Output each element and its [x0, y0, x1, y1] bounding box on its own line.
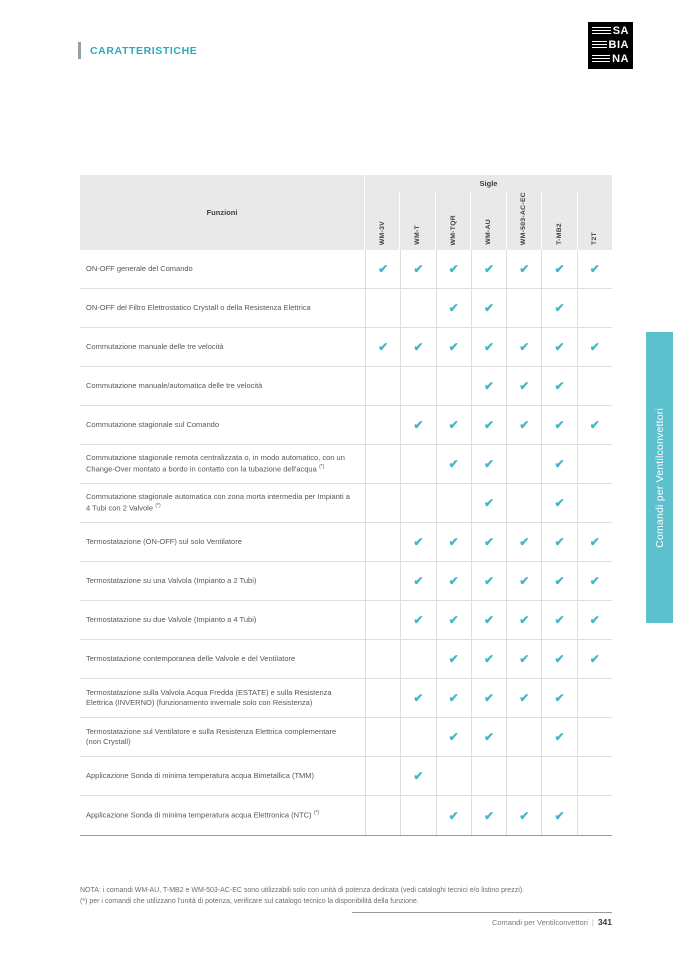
function-label: Applicazione Sonda di minima temperatura acqua Bimetallica (TMM)	[86, 770, 315, 780]
footer-rule	[352, 912, 612, 913]
title-accent-bar	[78, 42, 81, 59]
check-cell	[436, 562, 471, 600]
check-cell	[436, 601, 471, 639]
check-icon: ✔	[483, 496, 495, 510]
check-cell	[506, 484, 541, 522]
check-cell	[365, 679, 400, 717]
check-cell	[506, 250, 541, 288]
check-cell	[577, 679, 612, 717]
check-icon: ✔	[519, 613, 530, 627]
check-cell	[436, 757, 471, 795]
check-cell	[365, 796, 400, 835]
check-cell	[436, 718, 471, 756]
check-icon: ✔	[554, 340, 565, 354]
function-label: Termostatazione su due Valvole (Impianto a 4 Tubi)	[86, 614, 257, 624]
function-cell	[80, 367, 365, 405]
check-icon: ✔	[554, 262, 565, 276]
check-cell	[506, 523, 541, 561]
check-icon: ✔	[554, 652, 565, 666]
table-row	[80, 601, 612, 640]
function-label: ON-OFF del Filtro Elettrostatico Crystall o della Resistenza Elettrica	[86, 302, 311, 312]
note-line-2: (*) per i comandi che utilizzano l'unità di potenza, verificare sul catalogo tecnico la disponibilità della funzione.	[80, 897, 419, 905]
check-cell	[541, 757, 576, 795]
check-cell	[506, 562, 541, 600]
function-cell	[80, 718, 365, 756]
check-icon: ✔	[554, 418, 565, 432]
check-cell	[541, 484, 576, 522]
column-header-wm-3v	[365, 192, 399, 250]
check-icon: ✔	[554, 379, 565, 393]
check-cell	[365, 484, 400, 522]
check-icon: ✔	[483, 301, 495, 315]
check-cell	[506, 445, 541, 483]
footer-page-number: 341	[597, 917, 612, 927]
column-header-label: T-MB2	[555, 223, 563, 245]
sigle-area	[365, 175, 612, 250]
column-header-label: WM-AU	[484, 219, 492, 245]
check-cell	[365, 757, 400, 795]
sigle-header: Sigle	[365, 175, 612, 192]
function-cell	[80, 757, 365, 795]
table-row	[80, 562, 612, 601]
check-cell	[577, 250, 612, 288]
check-cell	[577, 289, 612, 327]
check-icon: ✔	[589, 574, 600, 588]
check-icon: ✔	[589, 340, 600, 354]
notes	[80, 886, 612, 908]
check-icon: ✔	[554, 808, 565, 823]
check-cell	[577, 601, 612, 639]
check-icon: ✔	[483, 262, 495, 276]
table-row	[80, 718, 612, 757]
check-cell	[506, 328, 541, 366]
function-cell	[80, 796, 365, 835]
check-cell	[400, 250, 435, 288]
function-label: Termostatazione sulla Valvola Acqua Fredda (ESTATE) e sulla Resistenza Elettrica (INVERNO) (funzionamento invernale solo con Resistenza)	[86, 687, 332, 707]
note-line-1: NOTA: i comandi WM-AU, T-MB2 e WM-503-AC-EC sono utilizzabili solo con unità di potenza dedicata (vedi cataloghi tecnici e/o listino prezzi).	[80, 887, 525, 894]
check-cell	[471, 601, 506, 639]
column-header-label: WM-3V	[378, 220, 386, 245]
check-icon: ✔	[519, 262, 530, 276]
function-cell	[80, 289, 365, 327]
check-cell	[365, 601, 400, 639]
logo-text: BIA	[608, 39, 629, 51]
check-cell	[471, 640, 506, 678]
check-cell	[436, 367, 471, 405]
check-icon: ✔	[413, 535, 424, 549]
table-row	[80, 328, 612, 367]
check-cell	[436, 484, 471, 522]
check-icon: ✔	[519, 691, 530, 705]
check-cell	[506, 796, 541, 835]
check-cell	[436, 250, 471, 288]
check-cell	[541, 406, 576, 444]
check-icon: ✔	[413, 613, 424, 627]
check-cell	[471, 757, 506, 795]
check-cell	[577, 562, 612, 600]
check-cell	[541, 367, 576, 405]
check-cell	[541, 250, 576, 288]
footnote-marker: (*)	[154, 502, 161, 509]
function-label: Termostatazione contemporanea delle Valvole e del Ventilatore	[86, 653, 296, 663]
check-cell	[471, 484, 506, 522]
logo-stripes	[592, 41, 607, 50]
check-cell	[436, 406, 471, 444]
check-icon: ✔	[554, 535, 565, 549]
check-cell	[506, 757, 541, 795]
check-cell	[506, 367, 541, 405]
check-cell	[400, 796, 435, 835]
check-cell	[541, 523, 576, 561]
check-cell	[400, 406, 435, 444]
check-cell	[436, 796, 471, 835]
check-cell	[365, 562, 400, 600]
table-row	[80, 796, 612, 835]
check-cell	[400, 757, 435, 795]
function-label: Commutazione stagionale sul Comando	[86, 419, 219, 429]
check-cell	[541, 328, 576, 366]
logo-line	[592, 54, 629, 65]
function-label: Termostatazione (ON-OFF) sul solo Ventilatore	[86, 536, 242, 546]
check-cell	[436, 328, 471, 366]
check-icon: ✔	[519, 574, 530, 588]
check-icon: ✔	[413, 769, 424, 783]
check-icon: ✔	[589, 613, 600, 627]
check-cell	[400, 367, 435, 405]
column-header-label: WM-TQR	[449, 214, 457, 245]
check-icon: ✔	[554, 457, 565, 471]
check-cell	[436, 289, 471, 327]
check-cell	[541, 796, 576, 835]
column-header-t2t	[577, 192, 612, 250]
check-cell	[541, 718, 576, 756]
check-cell	[471, 562, 506, 600]
check-cell	[577, 406, 612, 444]
check-cell	[400, 289, 435, 327]
check-cell	[506, 640, 541, 678]
check-icon: ✔	[589, 262, 600, 276]
check-cell	[541, 679, 576, 717]
check-icon: ✔	[448, 652, 459, 666]
function-cell	[80, 250, 365, 288]
table-header	[80, 175, 612, 250]
check-icon: ✔	[378, 262, 389, 276]
check-icon: ✔	[519, 652, 530, 666]
column-headers	[365, 192, 612, 250]
check-icon: ✔	[554, 301, 565, 315]
check-icon: ✔	[519, 535, 530, 549]
check-cell	[541, 562, 576, 600]
check-icon: ✔	[483, 457, 495, 471]
check-icon: ✔	[589, 418, 600, 432]
check-icon: ✔	[413, 418, 424, 432]
footer-section: Comandi per Ventilconvettori	[491, 918, 588, 927]
check-cell	[400, 484, 435, 522]
check-icon: ✔	[483, 418, 495, 432]
table-row	[80, 640, 612, 679]
logo-stripes	[592, 55, 610, 64]
check-cell	[506, 406, 541, 444]
column-header-wm-tqr	[435, 192, 470, 250]
logo-stripes	[592, 27, 611, 36]
footnote-marker: (*)	[317, 463, 325, 470]
check-icon: ✔	[413, 574, 424, 588]
check-cell	[365, 250, 400, 288]
function-label: Commutazione manuale/automatica delle tre velocità	[86, 380, 263, 390]
column-header-label: WM-T	[414, 225, 422, 245]
check-cell	[365, 640, 400, 678]
check-cell	[471, 523, 506, 561]
check-cell	[400, 679, 435, 717]
check-icon: ✔	[448, 730, 459, 744]
check-cell	[365, 523, 400, 561]
check-icon: ✔	[483, 730, 495, 744]
features-table	[80, 175, 612, 836]
side-tab-label: Comandi per Ventilconvettori	[653, 407, 666, 548]
footer-separator: |	[591, 918, 594, 927]
table-row	[80, 289, 612, 328]
table-row	[80, 250, 612, 289]
function-label: Commutazione stagionale remota centralizzata o, in modo automatico, con un Change-Over montato a bordo in contatto con la tubazione dell'acqua (*)	[86, 453, 345, 474]
table-row	[80, 445, 612, 484]
check-cell	[365, 289, 400, 327]
function-cell	[80, 406, 365, 444]
check-cell	[506, 601, 541, 639]
logo-line	[592, 26, 629, 37]
check-cell	[471, 796, 506, 835]
check-icon: ✔	[589, 652, 600, 666]
check-cell	[577, 718, 612, 756]
check-cell	[541, 601, 576, 639]
check-icon: ✔	[413, 691, 424, 705]
check-cell	[471, 679, 506, 717]
table-row	[80, 367, 612, 406]
table-row	[80, 757, 612, 796]
check-icon: ✔	[378, 340, 389, 354]
column-header-t-mb2	[541, 192, 576, 250]
check-icon: ✔	[448, 613, 459, 627]
function-label: Termostatazione sul Ventilatore e sulla Resistenza Elettrica complementare (non Crystall)	[86, 726, 337, 746]
check-cell	[577, 367, 612, 405]
check-icon: ✔	[483, 652, 495, 666]
check-icon: ✔	[589, 535, 600, 549]
function-cell	[80, 523, 365, 561]
side-tab-comandi[interactable]	[646, 332, 673, 623]
function-cell	[80, 640, 365, 678]
check-cell	[471, 718, 506, 756]
check-icon: ✔	[554, 574, 565, 588]
page-title: CARATTERISTICHE	[90, 44, 198, 57]
check-cell	[541, 640, 576, 678]
check-cell	[471, 328, 506, 366]
check-cell	[400, 601, 435, 639]
check-cell	[577, 484, 612, 522]
section-header	[78, 42, 197, 59]
check-icon: ✔	[483, 808, 495, 823]
function-cell	[80, 562, 365, 600]
column-header-wm-au	[470, 192, 505, 250]
check-cell	[436, 679, 471, 717]
check-cell	[365, 718, 400, 756]
check-cell	[506, 718, 541, 756]
table-row	[80, 679, 612, 718]
check-cell	[400, 523, 435, 561]
check-icon: ✔	[519, 808, 530, 823]
column-header-wm-t	[399, 192, 434, 250]
check-cell	[577, 796, 612, 835]
check-icon: ✔	[448, 691, 459, 705]
check-icon: ✔	[483, 379, 495, 393]
check-icon: ✔	[448, 418, 459, 432]
check-icon: ✔	[554, 496, 565, 510]
check-cell	[436, 523, 471, 561]
check-icon: ✔	[554, 730, 565, 744]
check-icon: ✔	[483, 340, 495, 354]
function-label: Applicazione Sonda di minima temperatura acqua Elettronica (NTC) (*)	[86, 810, 320, 820]
function-cell	[80, 601, 365, 639]
check-icon: ✔	[483, 574, 495, 588]
check-cell	[436, 445, 471, 483]
check-cell	[577, 523, 612, 561]
check-cell	[541, 289, 576, 327]
check-cell	[400, 640, 435, 678]
function-label: Termostatazione su una Valvola (Impianto a 2 Tubi)	[86, 575, 257, 585]
check-icon: ✔	[519, 340, 530, 354]
check-icon: ✔	[519, 379, 530, 393]
check-cell	[506, 679, 541, 717]
check-icon: ✔	[413, 262, 424, 276]
check-cell	[436, 640, 471, 678]
check-cell	[471, 367, 506, 405]
function-label: Commutazione manuale delle tre velocità	[86, 341, 224, 351]
check-cell	[577, 757, 612, 795]
check-icon: ✔	[448, 808, 459, 823]
function-cell	[80, 445, 365, 483]
function-cell	[80, 679, 365, 717]
check-cell	[577, 640, 612, 678]
check-icon: ✔	[448, 262, 459, 276]
check-cell	[577, 328, 612, 366]
table-row	[80, 484, 612, 523]
check-cell	[471, 406, 506, 444]
check-cell	[400, 328, 435, 366]
check-icon: ✔	[483, 613, 495, 627]
table-row	[80, 406, 612, 445]
logo-text: NA	[612, 53, 629, 65]
funzioni-header: Funzioni	[80, 175, 365, 250]
check-cell	[400, 718, 435, 756]
check-icon: ✔	[448, 457, 459, 471]
check-cell	[365, 328, 400, 366]
check-icon: ✔	[554, 691, 565, 705]
check-cell	[541, 445, 576, 483]
check-cell	[365, 367, 400, 405]
check-cell	[471, 289, 506, 327]
sabiana-logo	[588, 22, 633, 69]
check-cell	[471, 445, 506, 483]
check-icon: ✔	[554, 613, 565, 627]
function-label: Commutazione stagionale automatica con zona morta intermedia per Impianti a 4 Tubi con 2 Valvole (*)	[86, 492, 350, 513]
check-cell	[471, 250, 506, 288]
footer	[80, 917, 612, 927]
check-icon: ✔	[448, 340, 459, 354]
column-header-wm-503-ac-ec	[506, 192, 541, 250]
column-header-label: WM-503-AC-EC	[520, 191, 528, 245]
check-cell	[506, 289, 541, 327]
table-row	[80, 523, 612, 562]
table-body	[80, 250, 612, 836]
check-icon: ✔	[483, 535, 495, 549]
check-cell	[365, 406, 400, 444]
function-cell	[80, 484, 365, 522]
check-icon: ✔	[448, 301, 459, 315]
footnote-marker: (*)	[312, 810, 320, 816]
check-cell	[400, 445, 435, 483]
check-icon: ✔	[413, 340, 424, 354]
check-cell	[365, 445, 400, 483]
check-icon: ✔	[448, 535, 459, 549]
check-icon: ✔	[519, 418, 530, 432]
check-icon: ✔	[483, 691, 495, 705]
check-icon: ✔	[448, 574, 459, 588]
function-cell	[80, 328, 365, 366]
check-cell	[400, 562, 435, 600]
function-label: ON-OFF generale del Comando	[86, 263, 193, 273]
logo-line	[592, 40, 629, 51]
logo-text: SA	[612, 25, 629, 37]
column-header-label: T2T	[591, 232, 599, 245]
check-cell	[577, 445, 612, 483]
